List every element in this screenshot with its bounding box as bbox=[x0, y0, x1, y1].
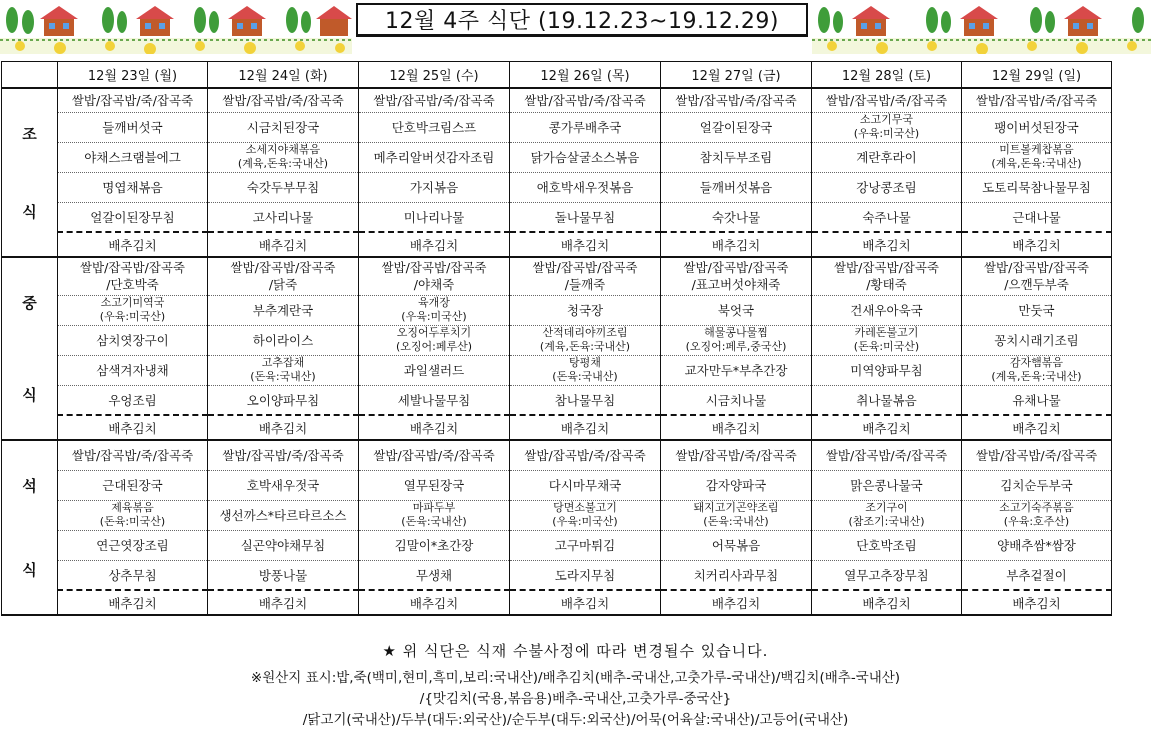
origin-note: (돈육:국내산) bbox=[250, 370, 316, 383]
menu-item: 연근엿장조림 bbox=[58, 530, 208, 560]
dish-name: 조기구이 bbox=[865, 501, 908, 514]
menu-item: 열무고추장무침 bbox=[812, 560, 962, 590]
menu-item: 쌀밥/잡곡밥/죽/잡곡죽 bbox=[962, 440, 1112, 470]
menu-row bbox=[2, 172, 1112, 202]
menu-item bbox=[359, 295, 510, 325]
menu-row bbox=[2, 470, 1112, 500]
menu-item bbox=[58, 257, 208, 295]
menu-item: 배추김치 bbox=[359, 590, 510, 615]
menu-item: 오이양파무침 bbox=[208, 385, 359, 415]
menu-item: 배추김치 bbox=[58, 415, 208, 440]
menu-row bbox=[2, 560, 1112, 590]
menu-item: 취나물볶음 bbox=[812, 385, 962, 415]
menu-item: 쌀밥/잡곡밥/죽/잡곡죽 bbox=[58, 440, 208, 470]
menu-item: 다시마무채국 bbox=[510, 470, 661, 500]
origin-note: /으깬두부죽 bbox=[1004, 277, 1069, 293]
dish-name: 소고기숙주볶음 bbox=[999, 501, 1074, 514]
menu-item: 배추김치 bbox=[962, 415, 1112, 440]
dish-name: 카레돈불고기 bbox=[854, 326, 919, 339]
origin-note: /황태죽 bbox=[866, 277, 907, 293]
origin-note: (돈육:미국산) bbox=[99, 515, 166, 528]
day-header: 12월 27일 (금) bbox=[661, 62, 812, 89]
menu-item: 하이라이스 bbox=[208, 325, 359, 355]
origin-note: (돈육:국내산) bbox=[703, 515, 769, 528]
origin-note: (우육:미국산) bbox=[401, 310, 467, 323]
meal-label-top: 석 bbox=[22, 477, 37, 495]
dish-name: 탕평채 bbox=[569, 356, 601, 369]
menu-item bbox=[812, 257, 962, 295]
menu-item bbox=[510, 325, 661, 355]
menu-item: 배추김치 bbox=[812, 232, 962, 257]
menu-item bbox=[812, 112, 962, 142]
menu-item: 배추김치 bbox=[962, 232, 1112, 257]
dish-name: 감자햄볶음 bbox=[1009, 356, 1064, 369]
origin-note: (돈육:미국산) bbox=[853, 340, 920, 353]
origin-note: (오징어:페루,중국산) bbox=[685, 340, 787, 353]
origin-note: (참조기:국내산) bbox=[848, 515, 925, 528]
menu-row bbox=[2, 590, 1112, 615]
menu-item: 쌀밥/잡곡밥/죽/잡곡죽 bbox=[510, 88, 661, 112]
change-notice: ★ 위 식단은 식재 수불사정에 따라 변경될수 있습니다. bbox=[382, 642, 769, 660]
day-header: 12월 25일 (수) bbox=[359, 62, 510, 89]
menu-item bbox=[359, 500, 510, 530]
meal-label-bottom: 식 bbox=[22, 561, 37, 579]
day-header: 12월 26일 (목) bbox=[510, 62, 661, 89]
menu-item: 쌀밥/잡곡밥/죽/잡곡죽 bbox=[962, 88, 1112, 112]
corner-cell bbox=[2, 62, 58, 89]
menu-item: 애호박새우젓볶음 bbox=[510, 172, 661, 202]
dish-name: 제육볶음 bbox=[111, 501, 154, 514]
menu-item: 근대된장국 bbox=[58, 470, 208, 500]
menu-row bbox=[2, 88, 1112, 112]
menu-item: 배추김치 bbox=[510, 590, 661, 615]
menu-item bbox=[661, 325, 812, 355]
menu-item: 쌀밥/잡곡밥/죽/잡곡죽 bbox=[359, 440, 510, 470]
menu-item: 닭가슴살굴소스볶음 bbox=[510, 142, 661, 172]
menu-row bbox=[2, 295, 1112, 325]
menu-item: 얼갈이된장무침 bbox=[58, 202, 208, 232]
menu-item: 쌀밥/잡곡밥/죽/잡곡죽 bbox=[812, 88, 962, 112]
dish-name: 쌀밥/잡곡밥/잡곡죽 bbox=[79, 260, 186, 276]
menu-item bbox=[812, 500, 962, 530]
origin-note: /들깨죽 bbox=[564, 277, 606, 293]
menu-item: 배추김치 bbox=[58, 232, 208, 257]
menu-row bbox=[2, 415, 1112, 440]
menu-item bbox=[359, 325, 510, 355]
origin-note: (우육:미국산) bbox=[853, 127, 920, 140]
menu-item: 배추김치 bbox=[661, 590, 812, 615]
dish-name: 쌀밥/잡곡밥/잡곡죽 bbox=[230, 260, 336, 276]
menu-item: 북엇국 bbox=[661, 295, 812, 325]
menu-item: 메추리알버섯감자조림 bbox=[359, 142, 510, 172]
menu-item: 단호박조림 bbox=[812, 530, 962, 560]
menu-item: 교자만두*부추간장 bbox=[661, 355, 812, 385]
village-illustration-left bbox=[0, 2, 352, 54]
menu-item: 쌀밥/잡곡밥/죽/잡곡죽 bbox=[510, 440, 661, 470]
menu-item: 삼치엿장구이 bbox=[58, 325, 208, 355]
menu-item bbox=[962, 500, 1112, 530]
menu-item: 만둣국 bbox=[962, 295, 1112, 325]
menu-item: 무생채 bbox=[359, 560, 510, 590]
menu-item: 호박새우젓국 bbox=[208, 470, 359, 500]
menu-item: 가지볶음 bbox=[359, 172, 510, 202]
menu-item: 치커리사과무침 bbox=[661, 560, 812, 590]
day-header: 12월 23일 (월) bbox=[58, 62, 208, 89]
day-header: 12월 28일 (토) bbox=[812, 62, 962, 89]
menu-item: 배추김치 bbox=[661, 415, 812, 440]
meal-label-bottom: 식 bbox=[22, 386, 37, 404]
menu-item: 배추김치 bbox=[208, 590, 359, 615]
menu-item: 들깨버섯국 bbox=[58, 112, 208, 142]
meal-label-bottom: 식 bbox=[22, 203, 37, 221]
menu-item: 참나물무침 bbox=[510, 385, 661, 415]
origin-note: (돈육:국내산) bbox=[401, 515, 467, 528]
dish-name: 미트볼케찹볶음 bbox=[999, 143, 1074, 156]
menu-item: 야채스크램블에그 bbox=[58, 142, 208, 172]
menu-item: 계란후라이 bbox=[812, 142, 962, 172]
day-header-row bbox=[2, 62, 1112, 89]
meal-label-top: 중 bbox=[22, 294, 37, 312]
menu-item: 배추김치 bbox=[661, 232, 812, 257]
menu-item: 배추김치 bbox=[510, 415, 661, 440]
menu-item: 돌나물무침 bbox=[510, 202, 661, 232]
origin-line: /닭고기(국내산)/두부(대두:외국산)/순두부(대두:외국산)/어묵(어육살:국내산)/고등어(국내산) bbox=[302, 712, 849, 728]
menu-row bbox=[2, 257, 1112, 295]
menu-item: 건새우아욱국 bbox=[812, 295, 962, 325]
menu-item bbox=[58, 500, 208, 530]
menu-item: 들깨버섯볶음 bbox=[661, 172, 812, 202]
menu-row bbox=[2, 440, 1112, 470]
menu-item bbox=[208, 142, 359, 172]
menu-item: 실곤약야채무침 bbox=[208, 530, 359, 560]
menu-item: 부추겉절이 bbox=[962, 560, 1112, 590]
menu-item: 김치순두부국 bbox=[962, 470, 1112, 500]
menu-item: 유채나물 bbox=[962, 385, 1112, 415]
menu-body bbox=[2, 88, 1112, 615]
dish-name: 얼갈이된장국 bbox=[699, 120, 773, 135]
menu-item: 미나리나물 bbox=[359, 202, 510, 232]
dish-name: 쌀밥/잡곡밥/잡곡죽 bbox=[532, 260, 638, 276]
menu-item bbox=[510, 500, 661, 530]
menu-item: 배추김치 bbox=[208, 415, 359, 440]
menu-item: 팽이버섯된장국 bbox=[962, 112, 1112, 142]
menu-item: 양배추쌈*쌈장 bbox=[962, 530, 1112, 560]
menu-item: 배추김치 bbox=[962, 590, 1112, 615]
dish-name: 돼지고기곤약조림 bbox=[693, 501, 779, 514]
menu-item: 맑은콩나물국 bbox=[812, 470, 962, 500]
origin-note: (계육,돈육:국내산) bbox=[991, 157, 1082, 170]
origin-note: (계육,돈육:국내산) bbox=[991, 370, 1082, 383]
menu-item bbox=[208, 257, 359, 295]
origin-note: (계육,돈육:국내산) bbox=[539, 340, 631, 353]
menu-item: 배추김치 bbox=[812, 415, 962, 440]
menu-item bbox=[962, 355, 1112, 385]
menu-item: 배추김치 bbox=[58, 590, 208, 615]
menu-item: 쌀밥/잡곡밥/죽/잡곡죽 bbox=[58, 88, 208, 112]
menu-item: 세발나물무침 bbox=[359, 385, 510, 415]
menu-item: 쌀밥/잡곡밥/죽/잡곡죽 bbox=[661, 88, 812, 112]
dish-name: 쌀밥/잡곡밥/잡곡죽 bbox=[381, 260, 487, 276]
menu-item: 부추계란국 bbox=[208, 295, 359, 325]
menu-item: 명엽채볶음 bbox=[58, 172, 208, 202]
menu-row bbox=[2, 232, 1112, 257]
origin-note: (우육:미국산) bbox=[99, 310, 166, 323]
origin-note: (돈육:국내산) bbox=[552, 370, 618, 383]
origin-line: /{맛김치(국용,볶음용)배추-국내산,고춧가루-중국산} bbox=[419, 691, 732, 707]
day-header: 12월 24일 (화) bbox=[208, 62, 359, 89]
menu-item: 배추김치 bbox=[359, 415, 510, 440]
menu-item: 우엉조림 bbox=[58, 385, 208, 415]
header-banner bbox=[0, 0, 1151, 56]
menu-row bbox=[2, 355, 1112, 385]
menu-row bbox=[2, 385, 1112, 415]
menu-item bbox=[812, 325, 962, 355]
menu-item: 숙갓두부무침 bbox=[208, 172, 359, 202]
menu-item: 삼색겨자냉채 bbox=[58, 355, 208, 385]
menu-item: 미역양파무침 bbox=[812, 355, 962, 385]
menu-item: 강낭콩조림 bbox=[812, 172, 962, 202]
menu-item bbox=[661, 112, 812, 142]
menu-item: 콩가루배추국 bbox=[510, 112, 661, 142]
menu-item: 쌀밥/잡곡밥/죽/잡곡죽 bbox=[208, 88, 359, 112]
menu-item: 숙갓나물 bbox=[661, 202, 812, 232]
origin-note: (오징어:페루산) bbox=[395, 340, 473, 353]
menu-item: 청국장 bbox=[510, 295, 661, 325]
menu-item: 감자양파국 bbox=[661, 470, 812, 500]
menu-item: 배추김치 bbox=[510, 232, 661, 257]
menu-item: 배추김치 bbox=[208, 232, 359, 257]
menu-row bbox=[2, 142, 1112, 172]
village-illustration-right bbox=[812, 2, 1151, 54]
origin-note: /닭죽 bbox=[268, 277, 298, 293]
meal-label-lunch bbox=[2, 257, 58, 440]
menu-item bbox=[58, 295, 208, 325]
menu-row bbox=[2, 202, 1112, 232]
menu-item: 쌀밥/잡곡밥/죽/잡곡죽 bbox=[208, 440, 359, 470]
origin-note: (우육:호주산) bbox=[1003, 515, 1070, 528]
menu-item: 고사리나물 bbox=[208, 202, 359, 232]
origin-notice bbox=[0, 668, 1151, 731]
menu-item bbox=[510, 355, 661, 385]
menu-item: 배추김치 bbox=[812, 590, 962, 615]
menu-item: 시금치나물 bbox=[661, 385, 812, 415]
dish-name: 소고기무국 bbox=[859, 113, 914, 126]
menu-item: 꽁치시래기조림 bbox=[962, 325, 1112, 355]
dish-name: 육개장 bbox=[418, 296, 450, 309]
menu-item: 도토리묵참나물무침 bbox=[962, 172, 1112, 202]
menu-item: 쌀밥/잡곡밥/죽/잡곡죽 bbox=[812, 440, 962, 470]
menu-item: 참치두부조림 bbox=[661, 142, 812, 172]
dish-name: 산적데리야끼조림 bbox=[542, 326, 628, 339]
menu-item: 도라지무침 bbox=[510, 560, 661, 590]
menu-row bbox=[2, 325, 1112, 355]
menu-item: 방풍나물 bbox=[208, 560, 359, 590]
origin-note: /야채죽 bbox=[413, 277, 455, 293]
dish-name: 소고기미역국 bbox=[100, 296, 165, 309]
dish-name: 쌀밥/잡곡밥/잡곡죽 bbox=[983, 260, 1090, 276]
menu-item: 열무된장국 bbox=[359, 470, 510, 500]
dish-name: 마파두부 bbox=[412, 501, 456, 514]
origin-note: (우육:미국산) bbox=[552, 515, 618, 528]
dish-name: 고추잡채 bbox=[261, 356, 305, 369]
dish-name: 소세지야채볶음 bbox=[245, 143, 321, 156]
meal-label-dinner bbox=[2, 440, 58, 615]
menu-item: 과일샐러드 bbox=[359, 355, 510, 385]
origin-note: /표고버섯야채죽 bbox=[691, 277, 781, 293]
menu-item bbox=[510, 257, 661, 295]
menu-item: 배추김치 bbox=[359, 232, 510, 257]
menu-item: 시금치된장국 bbox=[208, 112, 359, 142]
menu-item bbox=[208, 355, 359, 385]
menu-item: 고구마튀김 bbox=[510, 530, 661, 560]
menu-row bbox=[2, 530, 1112, 560]
menu-item: 단호박크림스프 bbox=[359, 112, 510, 142]
menu-item bbox=[359, 257, 510, 295]
origin-note: (계육,돈육:국내산) bbox=[237, 157, 329, 170]
menu-item bbox=[962, 142, 1112, 172]
dish-name: 오징어두루치기 bbox=[396, 326, 472, 339]
menu-row bbox=[2, 500, 1112, 530]
menu-item: 쌀밥/잡곡밥/죽/잡곡죽 bbox=[359, 88, 510, 112]
dish-name: 쌀밥/잡곡밥/잡곡죽 bbox=[683, 260, 789, 276]
menu-row bbox=[2, 112, 1112, 142]
day-header: 12월 29일 (일) bbox=[962, 62, 1112, 89]
menu-item bbox=[661, 500, 812, 530]
menu-item: 상추무침 bbox=[58, 560, 208, 590]
dish-name: 당면소불고기 bbox=[553, 501, 617, 514]
meal-label-breakfast bbox=[2, 88, 58, 257]
menu-item: 어묵볶음 bbox=[661, 530, 812, 560]
menu-item: 쌀밥/잡곡밥/죽/잡곡죽 bbox=[661, 440, 812, 470]
origin-note: /단호박죽 bbox=[106, 277, 159, 293]
dish-name: 해물콩나물찜 bbox=[704, 326, 768, 339]
page-title: 12월 4주 식단 (19.12.23~19.12.29) bbox=[356, 3, 808, 37]
menu-item bbox=[661, 257, 812, 295]
weekly-menu-table bbox=[1, 61, 1112, 616]
meal-label-top: 조 bbox=[22, 125, 37, 143]
menu-item: 숙주나물 bbox=[812, 202, 962, 232]
dish-name: 쌀밥/잡곡밥/잡곡죽 bbox=[833, 260, 940, 276]
menu-item: 생선까스*타르타르소스 bbox=[208, 500, 359, 530]
menu-item bbox=[962, 257, 1112, 295]
menu-item: 근대나물 bbox=[962, 202, 1112, 232]
origin-line: ※원산지 표시:밥,죽(백미,현미,흑미,보리:국내산)/배추김치(배추-국내산,고춧가루-국내산)/백김치(배추-국내산) bbox=[250, 670, 901, 686]
menu-item: 김말이*초간장 bbox=[359, 530, 510, 560]
